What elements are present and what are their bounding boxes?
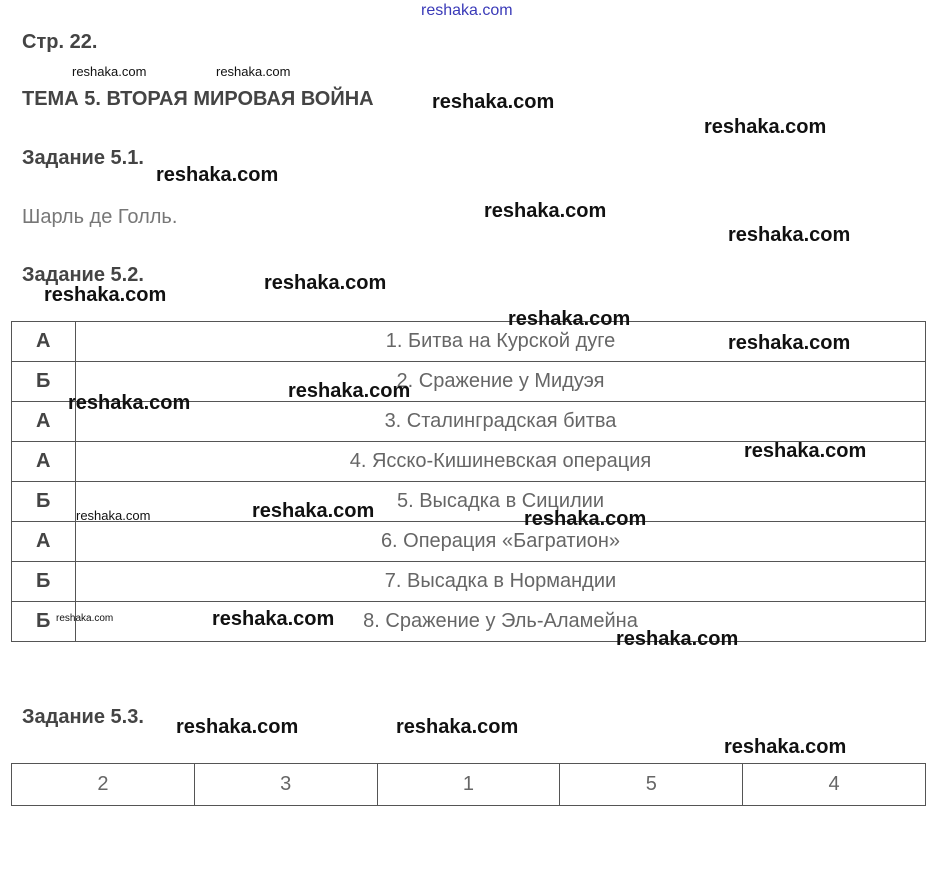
watermark: reshaka.com xyxy=(76,508,151,523)
watermark: reshaka.com xyxy=(288,380,411,402)
event-name: 6. Операция «Багратион» xyxy=(76,522,926,562)
watermark: reshaka.com xyxy=(72,64,147,79)
sequence-cell: 3 xyxy=(194,764,377,806)
watermark: reshaka.com xyxy=(728,332,851,354)
task-5-3-label: Задание 5.3. xyxy=(22,706,144,728)
watermark: reshaka.com xyxy=(252,500,375,522)
task-5-2-label: Задание 5.2. xyxy=(22,264,144,286)
answer-letter: А xyxy=(12,322,76,362)
watermark: reshaka.com xyxy=(156,164,279,186)
watermark: reshaka.com xyxy=(396,716,519,738)
watermark: reshaka.com xyxy=(68,392,191,414)
event-name: 5. Высадка в Сицилии xyxy=(76,482,926,522)
sequence-cell: 4 xyxy=(743,764,926,806)
watermark: reshaka.com xyxy=(264,272,387,294)
watermark: reshaka.com xyxy=(216,64,291,79)
answer-letter: Б xyxy=(12,602,76,642)
watermark: reshaka.com xyxy=(176,716,299,738)
page-reference: Стр. 22. xyxy=(22,31,98,53)
answer-letter: А xyxy=(12,402,76,442)
sequence-cell: 1 xyxy=(377,764,560,806)
event-name: 8. Сражение у Эль-Аламейна xyxy=(76,602,926,642)
answer-letter: А xyxy=(12,442,76,482)
watermark: reshaka.com xyxy=(212,608,335,630)
sequence-cell: 5 xyxy=(560,764,743,806)
event-name: 1. Битва на Курской дуге xyxy=(76,322,926,362)
answer-letter: Б xyxy=(12,362,76,402)
task-5-1-answer: Шарль де Голль. xyxy=(22,206,178,228)
watermark: reshaka.com xyxy=(616,628,739,650)
watermark: reshaka.com xyxy=(432,91,555,113)
task-5-1-label: Задание 5.1. xyxy=(22,147,144,169)
watermark: reshaka.com xyxy=(744,440,867,462)
answer-letter: Б xyxy=(12,562,76,602)
watermark: reshaka.com xyxy=(724,736,847,758)
watermark: reshaka.com xyxy=(56,613,114,624)
answer-letter: Б xyxy=(12,482,76,522)
table-row xyxy=(12,602,926,642)
table-row xyxy=(12,562,926,602)
watermark: reshaka.com xyxy=(508,308,631,330)
watermark: reshaka.com xyxy=(728,224,851,246)
task-5-2-table xyxy=(11,321,926,642)
answer-letter: А xyxy=(12,522,76,562)
watermark: reshaka.com xyxy=(524,508,647,530)
event-name: 7. Высадка в Нормандии xyxy=(76,562,926,602)
watermark-top: reshaka.com xyxy=(421,2,513,19)
watermark: reshaka.com xyxy=(704,116,827,138)
watermark: reshaka.com xyxy=(44,284,167,306)
event-name: 2. Сражение у Мидуэя xyxy=(76,362,926,402)
event-name: 3. Сталинградская битва xyxy=(76,402,926,442)
sequence-cell: 2 xyxy=(12,764,195,806)
topic-title: ТЕМА 5. ВТОРАЯ МИРОВАЯ ВОЙНА xyxy=(22,88,374,110)
watermark: reshaka.com xyxy=(484,200,607,222)
table-row xyxy=(12,522,926,562)
task-5-3-table xyxy=(11,763,926,806)
event-name: 4. Ясско-Кишиневская операция xyxy=(76,442,926,482)
table-row xyxy=(12,764,926,806)
